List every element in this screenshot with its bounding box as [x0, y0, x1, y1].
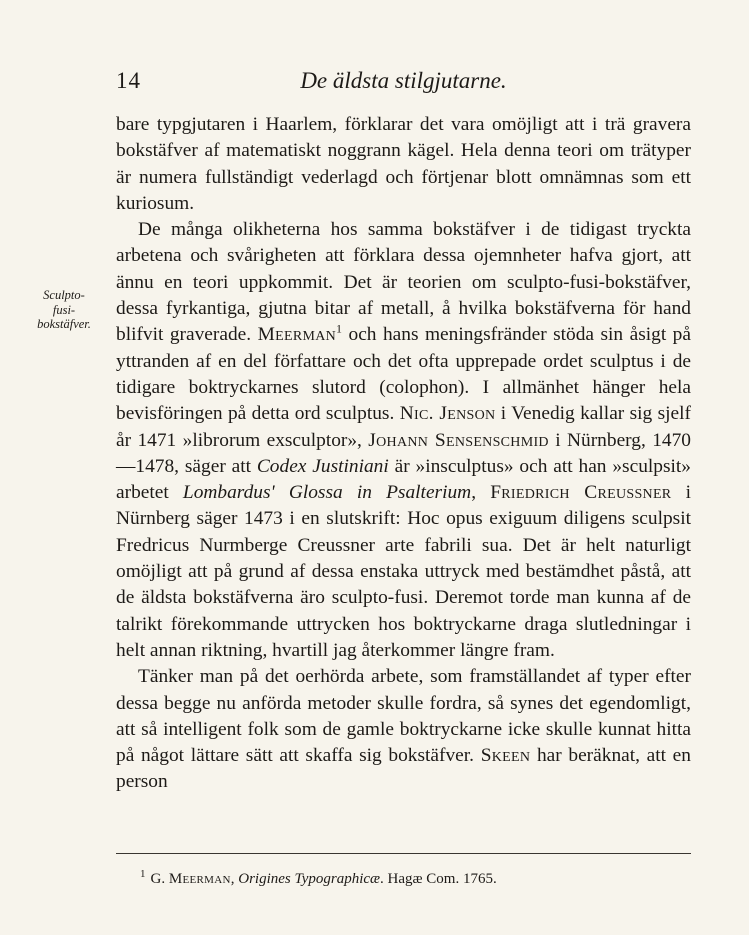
footnote-reference: 1: [336, 321, 343, 336]
footnote-divider: [116, 853, 691, 854]
small-caps-name: Meerman: [168, 871, 231, 887]
italic-title: Codex Justiniani: [256, 455, 389, 477]
page-number: 14: [116, 68, 141, 93]
small-caps-name: Skeen: [480, 745, 531, 767]
italic-title: Origines Typographicæ: [238, 871, 381, 887]
margin-note-line: fusi-: [52, 302, 76, 317]
paragraph: [116, 664, 691, 795]
small-caps-name: Nic. Jenson: [399, 403, 496, 425]
body-text: [116, 112, 691, 796]
text-run: och hans meningsfränder stöda sin åsigt på yttranden af en del författare och det ofta upprepade ordet sculptus i de tidigare boktryckarnes slutord (colophon). I allmänhet hänger hela bevisföringen på detta ord sculptus.: [116, 324, 691, 425]
text-run: De många olikheterna hos samma bokstäfver i de tidigast tryckta arbetena och svårigheten att förklara dessa ojemnheter hafva gjort, att ännu en teori uppkommit. Det är teorien om sculpto-fusi-bokstäfver, dessa fyrkantiga, gjutna bitar af metall, å hvilka bokstäfverna för hand blifvit graverade.: [116, 219, 691, 346]
footnote: [140, 870, 700, 888]
text-run: är »insculptus» och att han »sculpsit» arbetet: [116, 455, 691, 504]
text-run: i Nürnberg, 1470—1478, säger att: [116, 429, 691, 477]
paragraph: [116, 112, 691, 217]
page-header: [116, 68, 691, 98]
text-run: bare typgjutaren i Haarlem, förklarar det vara omöjligt att i trä gravera bokstäfver af matematiskt noggrann kägel. Hela denna teori om trätyper är numera fullständigt vederlagd och förtjenar blott omnämnas som ett kuriosum.: [116, 114, 691, 214]
margin-note-line: bokstäfver.: [37, 317, 91, 331]
text-run: ,: [230, 871, 239, 887]
paragraph: [116, 217, 691, 664]
small-caps-name: Friedrich Creussner: [490, 482, 672, 504]
running-title: De äldsta stilgjutarne.: [300, 68, 507, 93]
text-run: G.: [150, 871, 169, 887]
text-run: i Venedig kallar sig sjelf år 1471 »librorum exsculptor»,: [116, 403, 691, 451]
italic-title: Lombardus' Glossa in Psalterium: [182, 482, 472, 504]
margin-note: [14, 288, 114, 332]
text-run: i Nürnberg säger 1473 i en slutskrift: Hoc opus exiguum diligens sculpsit Fredricus Nurmberge Creussner arte fabrili sua. Det är helt naturligt omöjligt att på grund af dessa enstaka uttryck med bestämdhet påstå, att de äldsta bokstäfverna äro sculpto-fusi. Deremot torde man kunna af de talrikt förekommande uttrycken hos boktryckarne draga slutledningar i helt annan riktning, hvartill jag återkommer längre fram.: [116, 482, 691, 661]
footnote-text: [151, 871, 497, 887]
small-caps-name: Meerman: [257, 324, 337, 346]
text-run: Tänker man på det oerhörda arbete, som framställandet af typer efter dessa begge nu anförda metoder skulle fordra, så synes det egendomligt, att så intelligent folk som de gamle boktryckarne icke skulle kunnat hitta på något lättare sätt att skaffa sig bokstäfver.: [116, 666, 691, 767]
text-run: . Hagæ Com. 1765.: [380, 871, 497, 887]
text-run: har beräknat, att en person: [116, 745, 691, 793]
footnote-number: 1: [140, 868, 146, 880]
text-run: ,: [471, 482, 491, 504]
small-caps-name: Johann Sensenschmid: [368, 429, 549, 451]
margin-note-line: Sculpto-: [43, 288, 85, 302]
